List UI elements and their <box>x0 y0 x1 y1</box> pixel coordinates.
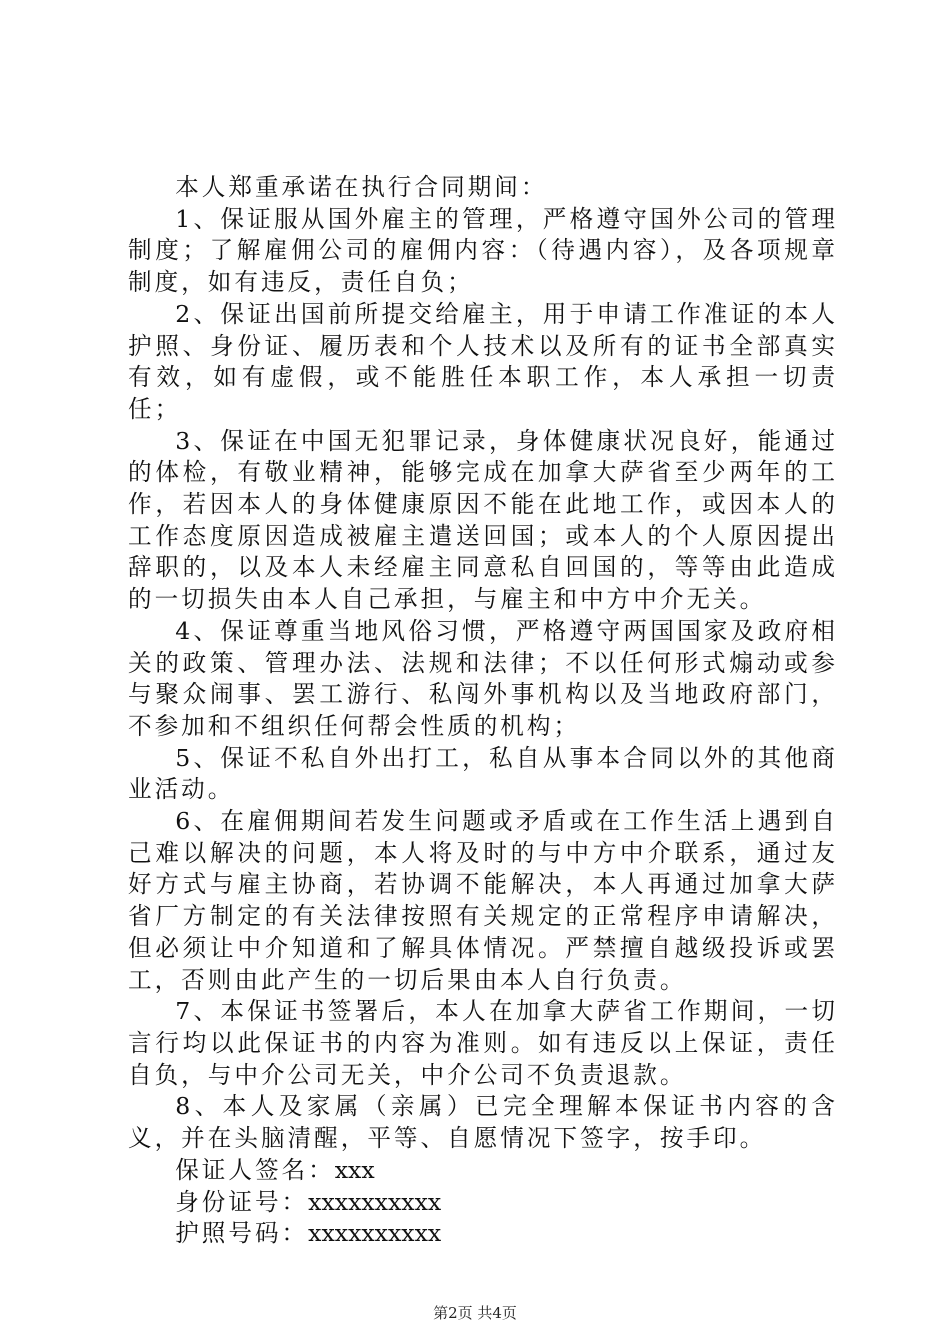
document-body <box>128 172 838 1250</box>
clause-8: 8、本人及家属（亲属）已完全理解本保证书内容的含义，并在头脑清醒，平等、自愿情况下签字，按手印。 <box>128 1092 838 1153</box>
passport-number-value: xxxxxxxxxx <box>308 1219 442 1248</box>
clause-3: 3、保证在中国无犯罪记录，身体健康状况良好，能通过的体检，有敬业精神，能够完成在加拿大萨省至少两年的工作，若因本人的身体健康原因不能在此地工作，或因本人的工作态度原因造成被雇主遣送回国；或本人的个人原因提出辞职的，以及本人未经雇主同意私自回国的，等等由此造成的一切损失由本人自己承担，与雇主和中方中介无关。 <box>128 426 838 614</box>
clause-4: 4、保证尊重当地风俗习惯，严格遵守两国国家及政府相关的政策、管理办法、法规和法律；不以任何形式煽动或参与聚众闹事、罢工游行、私闯外事机构以及当地政府部门，不参加和不组织任何帮会性质的机构； <box>128 616 838 740</box>
clause-2: 2、保证出国前所提交给雇主，用于申请工作准证的本人护照、身份证、履历表和个人技术以及所有的证书全部真实有效，如有虚假，或不能胜任本职工作，本人承担一切责任； <box>128 299 838 423</box>
clause-1: 1、保证服从国外雇主的管理，严格遵守国外公司的管理制度；了解雇佣公司的雇佣内容：（待遇内容），及各项规章制度，如有违反，责任自负； <box>128 204 838 297</box>
intro-paragraph: 本人郑重承诺在执行合同期间： <box>175 173 548 201</box>
signature-value: xxx <box>334 1155 375 1184</box>
passport-number-label: 护照号码： <box>175 1219 309 1248</box>
passport-number-line <box>128 1218 838 1250</box>
signature-label: 保证人签名： <box>175 1155 335 1184</box>
clause-7: 7、本保证书签署后，本人在加拿大萨省工作期间，一切言行均以此保证书的内容为准则。如有违反以上保证，责任自负，与中介公司无关，中介公司不负责退款。 <box>128 997 838 1089</box>
page-footer: 第2页 共4页 <box>433 1304 517 1322</box>
id-number-value: xxxxxxxxxx <box>308 1187 442 1216</box>
id-number-label: 身份证号： <box>175 1187 309 1216</box>
id-number-line <box>128 1187 838 1219</box>
clause-5: 5、保证不私自外出打工，私自从事本合同以外的其他商业活动。 <box>128 743 838 804</box>
clause-6: 6、在雇佣期间若发生问题或矛盾或在工作生活上遇到自己难以解决的问题，本人将及时的与中方中介联系，通过友好方式与雇主协商，若协调不能解决，本人再通过加拿大萨省厂方制定的有关法律按照有关规定的正常程序申请解决，但必须让中介知道和了解具体情况。严禁擅自越级投诉或罢工，否则由此产生的一切后果由本人自行负责。 <box>128 807 838 994</box>
signature-line <box>128 1155 838 1187</box>
